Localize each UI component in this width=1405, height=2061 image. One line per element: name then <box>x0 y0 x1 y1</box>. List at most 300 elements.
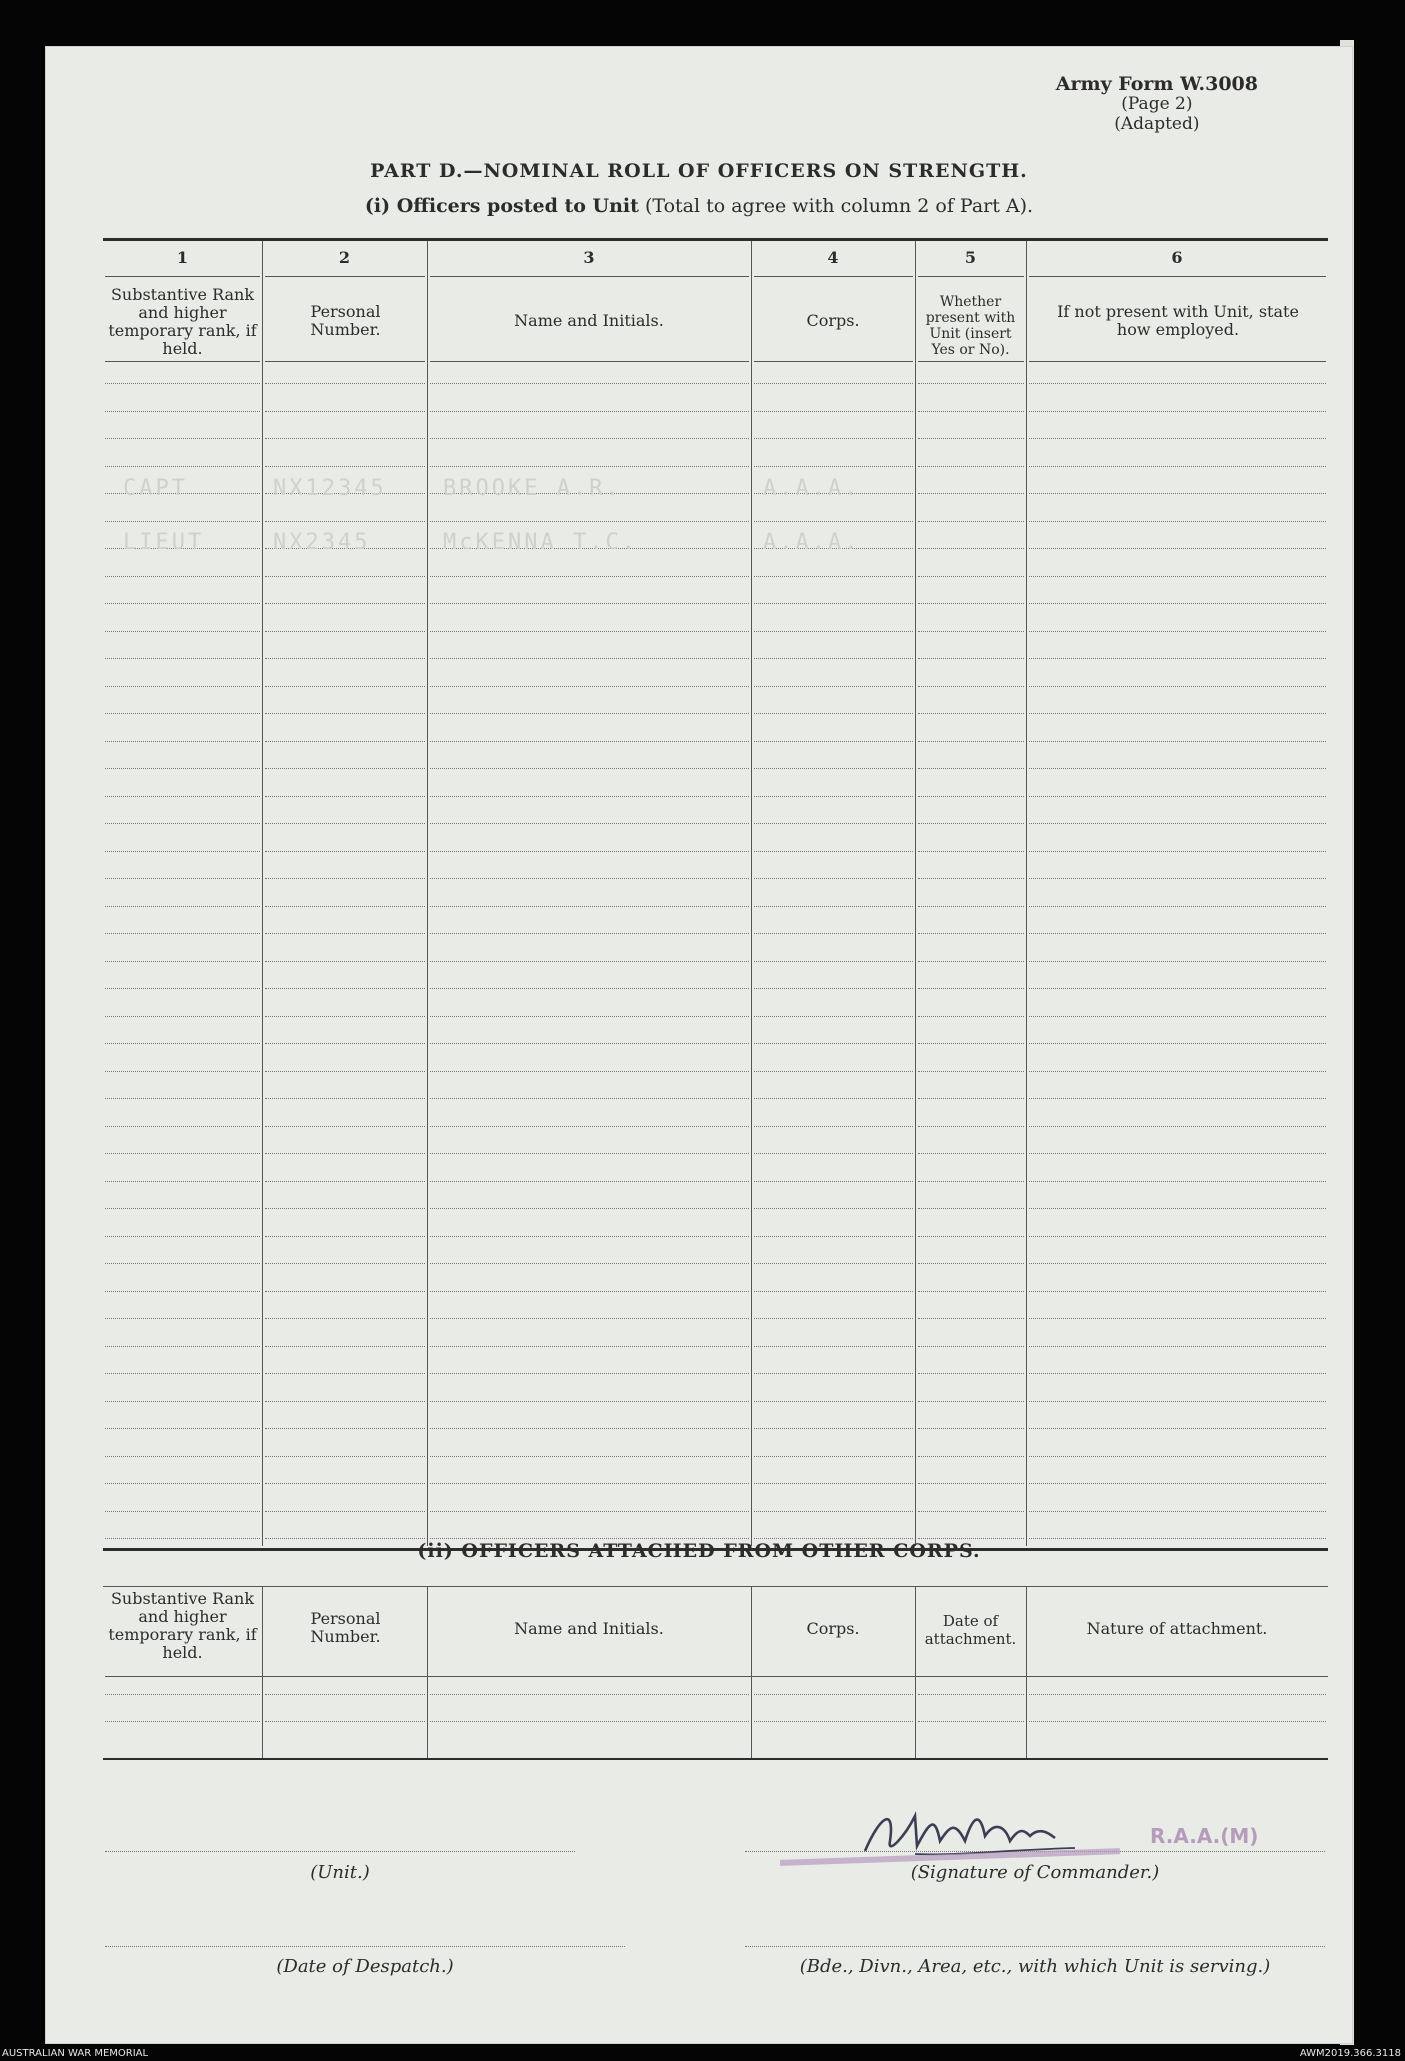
form-name: Army Form W.3008 <box>1055 73 1258 95</box>
row-rule <box>430 796 749 797</box>
row-rule <box>1029 823 1326 824</box>
row-rule <box>430 1043 749 1044</box>
row-rule <box>430 1263 749 1264</box>
row-rule <box>265 1263 425 1264</box>
row-rule <box>1029 658 1326 659</box>
form-page-number: (Page 2) <box>1121 94 1193 114</box>
row-rule <box>1029 383 1326 384</box>
row-rule <box>265 383 425 384</box>
row-rule <box>265 1126 425 1127</box>
column-divider <box>751 1586 752 1758</box>
row-rule <box>918 1401 1024 1402</box>
row-rule <box>1029 1483 1326 1484</box>
row-rule <box>430 1098 749 1099</box>
credit-left: AUSTRALIAN WAR MEMORIAL <box>2 2048 149 2059</box>
column-divider <box>915 1586 916 1758</box>
row-rule <box>1029 466 1326 467</box>
row-rule <box>265 1153 425 1154</box>
unit-label: (Unit.) <box>310 1862 370 1883</box>
row-rule <box>754 1346 913 1347</box>
column-header-personal-number: Personal Number. <box>310 1609 381 1646</box>
row-rule <box>918 1346 1024 1347</box>
row-rule <box>265 1098 425 1099</box>
unit-stamp: R.A.A.(M) <box>1150 1824 1259 1848</box>
form-adapted-note: (Adapted) <box>1114 114 1200 134</box>
row-rule <box>265 1721 425 1722</box>
row-rule <box>1029 1428 1326 1429</box>
subtitle-rest: (Total to agree with column 2 of Part A). <box>644 195 1034 217</box>
row-rule <box>754 988 913 989</box>
column-divider <box>427 241 428 1546</box>
row-rule <box>1029 988 1326 989</box>
column-number: 3 <box>583 248 595 267</box>
row-rule <box>430 383 749 384</box>
row-rule <box>430 713 749 714</box>
header-rule <box>1029 276 1326 277</box>
column-header-name: Name and Initials. <box>514 1619 664 1638</box>
row-rule <box>265 1694 425 1695</box>
row-rule <box>265 851 425 852</box>
row-rule <box>1029 438 1326 439</box>
row-rule <box>754 1721 913 1722</box>
row-rule <box>105 933 260 934</box>
row-rule <box>754 411 913 412</box>
row-rule <box>918 1694 1024 1695</box>
row-rule <box>754 1098 913 1099</box>
row-rule <box>265 906 425 907</box>
row-rule <box>1029 576 1326 577</box>
header-rule <box>430 276 749 277</box>
row-rule <box>430 1291 749 1292</box>
row-rule <box>918 383 1024 384</box>
bleed-through-text: A.A.A. <box>763 476 861 501</box>
subtitle-bold: (i) Officers posted to Unit <box>364 195 639 217</box>
row-rule <box>918 438 1024 439</box>
column-number: 5 <box>964 248 977 267</box>
column-header-name: Name and Initials. <box>514 311 664 330</box>
row-rule <box>754 1291 913 1292</box>
row-rule <box>105 466 260 467</box>
row-rule <box>105 1071 260 1072</box>
row-rule <box>754 631 913 632</box>
column-divider <box>1026 1586 1027 1758</box>
column-header-rank: Substantive Rank and higher temporary rank, if held. <box>108 1589 257 1662</box>
row-rule <box>754 741 913 742</box>
row-rule <box>754 1263 913 1264</box>
row-rule <box>105 1016 260 1017</box>
row-rule <box>265 1456 425 1457</box>
row-rule <box>918 548 1024 549</box>
row-rule <box>105 1428 260 1429</box>
header-bottom-rule <box>1029 361 1326 362</box>
row-rule <box>1029 1016 1326 1017</box>
row-rule <box>430 851 749 852</box>
row-rule <box>918 713 1024 714</box>
row-rule <box>105 1153 260 1154</box>
row-rule <box>430 878 749 879</box>
row-rule <box>918 1538 1024 1539</box>
row-rule <box>430 1181 749 1182</box>
row-rule <box>265 1346 425 1347</box>
column-header-rank: Substantive Rank and higher temporary rank, if held. <box>108 285 257 358</box>
row-rule <box>265 631 425 632</box>
row-rule <box>105 1694 260 1695</box>
row-rule <box>754 1043 913 1044</box>
row-rule <box>1029 1511 1326 1512</box>
row-rule <box>918 1721 1024 1722</box>
header-bottom-rule <box>754 361 913 362</box>
row-rule <box>105 1208 260 1209</box>
row-rule <box>430 1483 749 1484</box>
unit-field-line[interactable] <box>105 1851 575 1852</box>
row-rule <box>918 1153 1024 1154</box>
row-rule <box>430 1318 749 1319</box>
row-rule <box>105 1401 260 1402</box>
row-rule <box>1029 1263 1326 1264</box>
row-rule <box>265 1428 425 1429</box>
row-rule <box>1029 1181 1326 1182</box>
row-rule <box>754 906 913 907</box>
row-rule <box>105 631 260 632</box>
row-rule <box>918 631 1024 632</box>
row-rule <box>105 658 260 659</box>
row-rule <box>265 466 425 467</box>
row-rule <box>105 438 260 439</box>
row-rule <box>105 1346 260 1347</box>
row-rule <box>430 741 749 742</box>
row-rule <box>265 1181 425 1182</box>
row-rule <box>430 466 749 467</box>
row-rule <box>105 1098 260 1099</box>
row-rule <box>754 1511 913 1512</box>
row-rule <box>265 713 425 714</box>
row-rule <box>1029 713 1326 714</box>
row-rule <box>1029 1208 1326 1209</box>
row-rule <box>1029 1098 1326 1099</box>
column-header-corps: Corps. <box>806 1619 860 1638</box>
row-rule <box>105 741 260 742</box>
form-page <box>45 46 1353 2044</box>
header-rule <box>754 276 913 277</box>
row-rule <box>918 686 1024 687</box>
row-rule <box>105 1181 260 1182</box>
row-rule <box>918 1373 1024 1374</box>
row-rule <box>265 521 425 522</box>
bde-field-line[interactable] <box>745 1946 1325 1947</box>
row-rule <box>430 1126 749 1127</box>
row-rule <box>918 521 1024 522</box>
row-rule <box>918 1511 1024 1512</box>
row-rule <box>430 631 749 632</box>
row-rule <box>430 1401 749 1402</box>
row-rule <box>265 576 425 577</box>
bleed-through-text: BROOKE A.R. <box>443 476 622 501</box>
row-rule <box>430 988 749 989</box>
row-rule <box>1029 548 1326 549</box>
header-bottom-rule <box>105 361 260 362</box>
row-rule <box>430 1236 749 1237</box>
row-rule <box>754 961 913 962</box>
row-rule <box>430 1016 749 1017</box>
row-rule <box>105 1456 260 1457</box>
row-rule <box>105 823 260 824</box>
row-rule <box>265 658 425 659</box>
row-rule <box>1029 1456 1326 1457</box>
row-rule <box>265 796 425 797</box>
row-rule <box>918 933 1024 934</box>
row-rule <box>918 1126 1024 1127</box>
row-rule <box>754 933 913 934</box>
row-rule <box>430 1373 749 1374</box>
row-rule <box>1029 1153 1326 1154</box>
row-rule <box>265 1291 425 1292</box>
row-rule <box>754 1694 913 1695</box>
row-rule <box>265 1043 425 1044</box>
section-title-attached: (ii) OFFICERS ATTACHED FROM OTHER CORPS. <box>417 1540 981 1562</box>
signature-label: (Signature of Commander.) <box>910 1862 1160 1883</box>
row-rule <box>918 1428 1024 1429</box>
row-rule <box>918 741 1024 742</box>
row-rule <box>1029 686 1326 687</box>
row-rule <box>105 576 260 577</box>
row-rule <box>918 466 1024 467</box>
row-rule <box>1029 1236 1326 1237</box>
row-rule <box>754 1153 913 1154</box>
column-divider <box>915 241 916 1546</box>
row-rule <box>430 1694 749 1695</box>
row-rule <box>430 933 749 934</box>
row-rule <box>918 1291 1024 1292</box>
row-rule <box>430 768 749 769</box>
row-rule <box>265 1208 425 1209</box>
row-rule <box>754 658 913 659</box>
bleed-through-text: LIEUT <box>123 530 205 555</box>
row-rule <box>430 686 749 687</box>
row-rule <box>754 1373 913 1374</box>
header-rule <box>918 276 1024 277</box>
row-rule <box>265 603 425 604</box>
row-rule <box>918 1263 1024 1264</box>
row-rule <box>754 521 913 522</box>
bleed-through-text: A.A.A. <box>763 530 861 555</box>
row-rule <box>1029 1126 1326 1127</box>
row-rule <box>1029 796 1326 797</box>
credit-right: AWM2019.366.3118 <box>1299 2048 1401 2059</box>
date-field-line[interactable] <box>105 1946 625 1947</box>
bleed-through-text: NX12345 <box>273 476 387 501</box>
row-rule <box>105 521 260 522</box>
header-bottom-rule <box>918 361 1024 362</box>
row-rule <box>430 1456 749 1457</box>
row-rule <box>265 823 425 824</box>
date-of-despatch-label: (Date of Despatch.) <box>276 1956 454 1977</box>
row-rule <box>265 878 425 879</box>
row-rule <box>918 1071 1024 1072</box>
row-rule <box>754 823 913 824</box>
row-rule <box>430 576 749 577</box>
row-rule <box>754 1428 913 1429</box>
column-divider <box>427 1586 428 1758</box>
row-rule <box>918 851 1024 852</box>
row-rule <box>918 768 1024 769</box>
row-rule <box>265 741 425 742</box>
row-rule <box>105 906 260 907</box>
row-rule <box>1029 1071 1326 1072</box>
row-rule <box>918 906 1024 907</box>
row-rule <box>105 988 260 989</box>
column-divider <box>1026 241 1027 1546</box>
row-rule <box>105 1511 260 1512</box>
row-rule <box>1029 741 1326 742</box>
row-rule <box>754 1318 913 1319</box>
row-rule <box>265 768 425 769</box>
column-header-corps: Corps. <box>806 311 860 330</box>
row-rule <box>918 961 1024 962</box>
column-number: 2 <box>338 248 351 267</box>
row-rule <box>265 438 425 439</box>
row-rule <box>105 768 260 769</box>
row-rule <box>265 411 425 412</box>
officers-attached-table <box>103 1586 1328 1766</box>
header-bottom-rule <box>430 361 749 362</box>
header-rule <box>265 276 425 277</box>
row-rule <box>430 1071 749 1072</box>
row-rule <box>430 411 749 412</box>
row-rule <box>754 1483 913 1484</box>
row-rule <box>265 1538 425 1539</box>
row-rule <box>918 1043 1024 1044</box>
header-bottom-rule <box>105 1676 1328 1677</box>
row-rule <box>105 1291 260 1292</box>
row-rule <box>1029 631 1326 632</box>
row-rule <box>754 1126 913 1127</box>
row-rule <box>754 1456 913 1457</box>
row-rule <box>1029 1721 1326 1722</box>
row-rule <box>918 1181 1024 1182</box>
row-rule <box>918 1208 1024 1209</box>
column-number: 4 <box>827 248 839 267</box>
row-rule <box>105 1263 260 1264</box>
row-rule <box>265 1318 425 1319</box>
row-rule <box>918 1318 1024 1319</box>
column-header-nature: Nature of attachment. <box>1086 1619 1268 1638</box>
row-rule <box>918 878 1024 879</box>
row-rule <box>430 1208 749 1209</box>
table-top-rule <box>103 238 1328 241</box>
row-rule <box>754 1016 913 1017</box>
header-bottom-rule <box>265 361 425 362</box>
row-rule <box>754 686 913 687</box>
page-title: PART D.—NOMINAL ROLL OF OFFICERS ON STRENGTH. <box>370 160 1028 182</box>
row-rule <box>265 1511 425 1512</box>
row-rule <box>105 796 260 797</box>
row-rule <box>105 851 260 852</box>
column-header-employed: If not present with Unit, state how employed. <box>1057 302 1299 339</box>
row-rule <box>754 851 913 852</box>
row-rule <box>430 961 749 962</box>
row-rule <box>1029 1346 1326 1347</box>
row-rule <box>1029 961 1326 962</box>
row-rule <box>1029 1043 1326 1044</box>
row-rule <box>430 658 749 659</box>
row-rule <box>754 466 913 467</box>
row-rule <box>1029 1694 1326 1695</box>
row-rule <box>1029 1401 1326 1402</box>
row-rule <box>918 1236 1024 1237</box>
row-rule <box>105 878 260 879</box>
row-rule <box>918 796 1024 797</box>
row-rule <box>105 961 260 962</box>
row-rule <box>1029 411 1326 412</box>
row-rule <box>430 1511 749 1512</box>
row-rule <box>265 1401 425 1402</box>
row-rule <box>1029 878 1326 879</box>
row-rule <box>265 961 425 962</box>
row-rule <box>1029 493 1326 494</box>
column-header-personal-number: Personal Number. <box>310 302 381 339</box>
column-number: 1 <box>176 248 189 267</box>
row-rule <box>105 411 260 412</box>
form-identifier <box>1056 74 1258 134</box>
row-rule <box>105 1043 260 1044</box>
row-rule <box>1029 1373 1326 1374</box>
row-rule <box>430 603 749 604</box>
bleed-through-text: NX2345 <box>273 530 371 555</box>
row-rule <box>754 1071 913 1072</box>
row-rule <box>430 1538 749 1539</box>
row-rule <box>430 906 749 907</box>
row-rule <box>754 1208 913 1209</box>
row-rule <box>265 1071 425 1072</box>
row-rule <box>430 438 749 439</box>
row-rule <box>918 576 1024 577</box>
row-rule <box>918 603 1024 604</box>
row-rule <box>430 823 749 824</box>
bleed-through-text: McKENNA T.C. <box>443 530 638 555</box>
row-rule <box>918 1456 1024 1457</box>
row-rule <box>430 1721 749 1722</box>
row-rule <box>1029 603 1326 604</box>
column-divider <box>262 241 263 1546</box>
row-rule <box>105 713 260 714</box>
row-rule <box>918 823 1024 824</box>
row-rule <box>265 988 425 989</box>
row-rule <box>430 1428 749 1429</box>
row-rule <box>1029 521 1326 522</box>
row-rule <box>1029 1291 1326 1292</box>
row-rule <box>918 1483 1024 1484</box>
row-rule <box>1029 768 1326 769</box>
row-rule <box>430 1346 749 1347</box>
bleed-through-text: CAPT <box>123 476 188 501</box>
row-rule <box>918 1016 1024 1017</box>
row-rule <box>1029 906 1326 907</box>
row-rule <box>1029 933 1326 934</box>
row-rule <box>1029 851 1326 852</box>
row-rule <box>754 878 913 879</box>
row-rule <box>105 1126 260 1127</box>
row-rule <box>754 768 913 769</box>
header-rule <box>105 276 260 277</box>
row-rule <box>430 1153 749 1154</box>
row-rule <box>430 521 749 522</box>
row-rule <box>105 1318 260 1319</box>
row-rule <box>105 603 260 604</box>
row-rule <box>105 1538 260 1539</box>
page-subtitle <box>45 195 1353 217</box>
table-top-rule <box>103 1586 1328 1587</box>
row-rule <box>105 1236 260 1237</box>
